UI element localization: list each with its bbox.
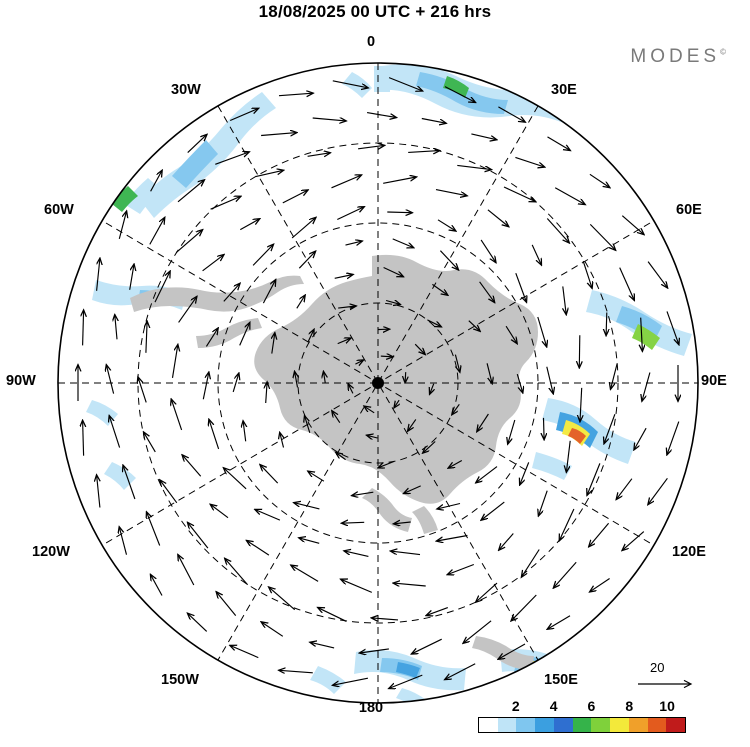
lon-label-60W: 60W [44,202,74,218]
colorbar-tick: 8 [625,698,634,714]
lon-label-120E: 120E [672,544,706,560]
lon-label-120W: 120W [32,544,70,560]
colorbar-cell [610,718,629,732]
colorbar-cell [479,718,498,732]
page-title: 18/08/2025 00 UTC + 216 hrs [258,2,492,21]
vector-scale-label: 20 [650,660,665,675]
colorbar-cell [648,718,667,732]
colorbar-cell [516,718,535,732]
colorbar-tick: 2 [511,698,520,714]
lon-label-30W: 30W [171,82,201,98]
brand-text: MODES [630,46,721,67]
colorbar-tick: 6 [587,698,596,714]
colorbar-cell [666,718,685,732]
lon-label-150E: 150E [544,672,578,688]
colorbar-cell [591,718,610,732]
colorbar-cell [573,718,592,732]
vector-scale-arrow [636,676,704,692]
south-pole-marker [372,377,384,389]
colorbar-swatches [478,717,686,733]
lon-label-180: 180 [358,700,384,716]
brand-copyright: © [720,47,726,57]
lon-label-30E: 30E [551,82,577,98]
colorbar [478,698,686,733]
lon-label-150W: 150W [161,672,199,688]
vector-scale-key [636,660,706,696]
colorbar-cell [498,718,517,732]
colorbar-tick: 4 [549,698,558,714]
colorbar-cell [629,718,648,732]
colorbar-tick: 10 [659,698,675,714]
colorbar-cell [535,718,554,732]
lon-label-0: 0 [366,34,376,50]
lon-label-60E: 60E [676,202,702,218]
lon-label-90W: 90W [6,373,36,389]
colorbar-cell [554,718,573,732]
lon-label-90E: 90E [701,373,727,389]
